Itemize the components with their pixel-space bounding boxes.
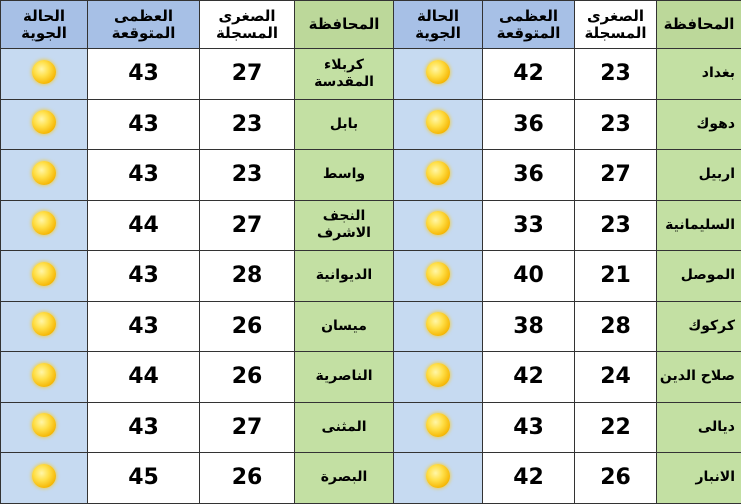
- max-temp-cell: 33: [483, 200, 575, 251]
- max-temp-cell: 42: [483, 49, 575, 100]
- weather-cell: [1, 453, 88, 504]
- governorate-cell: الانبار: [657, 453, 741, 504]
- min-temp-cell: 22: [575, 402, 657, 453]
- max-temp-cell: 36: [483, 150, 575, 201]
- governorate-cell: الموصل: [657, 251, 741, 302]
- max-temp-cell: 43: [483, 402, 575, 453]
- max-temp-cell: 42: [483, 453, 575, 504]
- header-max-left: [88, 1, 200, 49]
- governorate-cell: كركوك: [657, 301, 741, 352]
- weather-cell: [394, 402, 483, 453]
- weather-cell: [394, 49, 483, 100]
- max-temp-cell: 43: [88, 301, 200, 352]
- min-temp-cell: 26: [200, 453, 295, 504]
- governorate-cell: كربلاء المقدسة: [295, 49, 394, 100]
- min-temp-cell: 23: [200, 99, 295, 150]
- sun-icon: [426, 262, 450, 286]
- min-temp-cell: 27: [200, 200, 295, 251]
- governorate-cell: النجف الاشرف: [295, 200, 394, 251]
- header-weather-left: الحالة الجوية: [1, 1, 88, 49]
- header-max-right-line1: العظمى: [499, 7, 558, 25]
- sun-icon: [32, 60, 56, 84]
- weather-cell: [1, 251, 88, 302]
- weather-cell: [1, 99, 88, 150]
- header-min-right-line1: الصغرى: [587, 7, 644, 25]
- min-temp-cell: 24: [575, 352, 657, 403]
- max-temp-cell: 44: [88, 200, 200, 251]
- min-temp-cell: 26: [200, 301, 295, 352]
- table-row: [1, 150, 741, 201]
- sun-icon: [32, 110, 56, 134]
- header-row: [1, 1, 741, 49]
- sun-icon: [426, 413, 450, 437]
- header-max-left-line2: المتوقعة: [112, 24, 176, 42]
- table-row: [1, 99, 741, 150]
- table-row: [1, 301, 741, 352]
- max-temp-cell: 43: [88, 402, 200, 453]
- sun-icon: [32, 161, 56, 185]
- weather-cell: [394, 150, 483, 201]
- header-min-left-line2: المسجلة: [216, 24, 278, 42]
- header-min-left-line1: الصغرى: [218, 7, 275, 25]
- governorate-cell: الديوانية: [295, 251, 394, 302]
- table-row: [1, 453, 741, 504]
- min-temp-cell: 21: [575, 251, 657, 302]
- weather-cell: [1, 150, 88, 201]
- governorate-cell: دهوك: [657, 99, 741, 150]
- table-body: [1, 49, 741, 504]
- weather-cell: [394, 200, 483, 251]
- sun-icon: [426, 363, 450, 387]
- header-weather-right: الحالة الجوية: [394, 1, 483, 49]
- governorate-cell: صلاح الدين: [657, 352, 741, 403]
- max-temp-cell: 36: [483, 99, 575, 150]
- header-governorate-left: المحافظة: [295, 1, 394, 49]
- max-temp-cell: 43: [88, 99, 200, 150]
- max-temp-cell: 44: [88, 352, 200, 403]
- max-temp-cell: 40: [483, 251, 575, 302]
- governorate-cell: بابل: [295, 99, 394, 150]
- sun-icon: [426, 312, 450, 336]
- sun-icon: [426, 60, 450, 84]
- max-temp-cell: 43: [88, 150, 200, 201]
- governorate-cell: ديالى: [657, 402, 741, 453]
- weather-cell: [1, 49, 88, 100]
- table-row: [1, 402, 741, 453]
- min-temp-cell: 28: [575, 301, 657, 352]
- max-temp-cell: 42: [483, 352, 575, 403]
- sun-icon: [32, 211, 56, 235]
- max-temp-cell: 43: [88, 49, 200, 100]
- min-temp-cell: 26: [575, 453, 657, 504]
- header-min-right: [575, 1, 657, 49]
- governorate-cell: اربيل: [657, 150, 741, 201]
- governorate-cell: البصرة: [295, 453, 394, 504]
- min-temp-cell: 28: [200, 251, 295, 302]
- sun-icon: [32, 312, 56, 336]
- table-row: [1, 251, 741, 302]
- weather-cell: [1, 200, 88, 251]
- min-temp-cell: 23: [575, 99, 657, 150]
- min-temp-cell: 27: [200, 402, 295, 453]
- weather-cell: [1, 301, 88, 352]
- sun-icon: [32, 464, 56, 488]
- min-temp-cell: 23: [575, 49, 657, 100]
- sun-icon: [426, 110, 450, 134]
- weather-cell: [394, 301, 483, 352]
- header-min-right-line2: المسجلة: [584, 24, 646, 42]
- header-max-left-line1: العظمى: [114, 7, 173, 25]
- governorate-cell: المثنى: [295, 402, 394, 453]
- governorate-cell: الناصرية: [295, 352, 394, 403]
- min-temp-cell: 23: [200, 150, 295, 201]
- max-temp-cell: 38: [483, 301, 575, 352]
- weather-cell: [394, 99, 483, 150]
- header-max-right-line2: المتوقعة: [497, 24, 561, 42]
- sun-icon: [426, 211, 450, 235]
- sun-icon: [32, 413, 56, 437]
- weather-cell: [1, 352, 88, 403]
- max-temp-cell: 43: [88, 251, 200, 302]
- min-temp-cell: 27: [575, 150, 657, 201]
- header-governorate-right: المحافظة: [657, 1, 741, 49]
- governorate-cell: بغداد: [657, 49, 741, 100]
- governorate-cell: ميسان: [295, 301, 394, 352]
- min-temp-cell: 23: [575, 200, 657, 251]
- max-temp-cell: 45: [88, 453, 200, 504]
- sun-icon: [32, 262, 56, 286]
- header-min-left: [200, 1, 295, 49]
- governorate-cell: واسط: [295, 150, 394, 201]
- weather-cell: [394, 453, 483, 504]
- sun-icon: [426, 464, 450, 488]
- min-temp-cell: 26: [200, 352, 295, 403]
- sun-icon: [32, 363, 56, 387]
- table-row: [1, 352, 741, 403]
- min-temp-cell: 27: [200, 49, 295, 100]
- table-row: [1, 200, 741, 251]
- governorate-cell: السليمانية: [657, 200, 741, 251]
- weather-cell: [1, 402, 88, 453]
- table-row: [1, 49, 741, 100]
- sun-icon: [426, 161, 450, 185]
- weather-cell: [394, 251, 483, 302]
- header-max-right: [483, 1, 575, 49]
- weather-cell: [394, 352, 483, 403]
